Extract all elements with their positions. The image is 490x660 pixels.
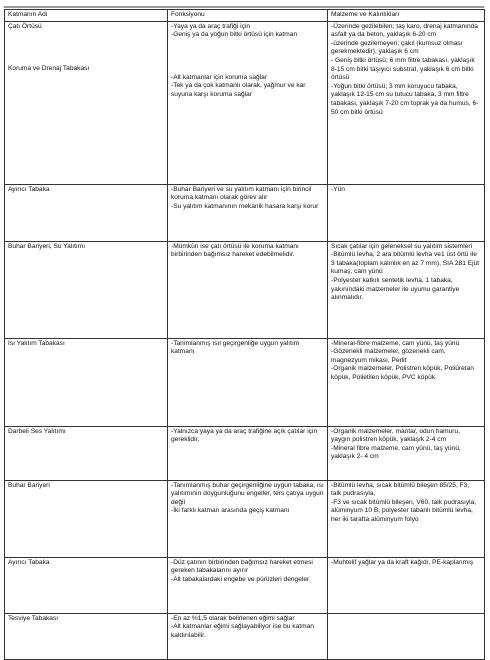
function-line: -Yalnızca yaya ya da araç trafiğine açık çatılar için gereklidir. [171,427,318,444]
function-cell [168,557,328,613]
materials-cell [328,21,485,184]
material-line: -Üzerinde gezilebilen; taş karo, drenaj katmanında asfalt ya da beton, yaklaşık 6-20 cm [331,22,478,39]
materials-cell [328,557,485,613]
function-line: -Su yalıtım katmanının mekanik hasara karşı korur [171,202,319,210]
layer-name-cell [5,480,168,557]
material-line: -Mineral fibre malzeme, cam yünü, taş yünü, yaklaşık 2- 4 cm [331,444,461,461]
function-line: -Geniş ya da yoğun bitki örtüsü için katman [171,31,298,39]
material-line: -Organik malzemeler, Polistren köpük, Poliüretan köpük, Polietilen köpük, PVC köpük [331,365,474,381]
function-line: -Mümkün ise çatı örtüsü ile koruma katmanı birbirinden bağımsız hareket edebilmelidir. [171,242,299,259]
table-row [5,557,485,613]
table-row [5,21,485,184]
function-line: -Alt tabakalardaki engebe ve pürüzleri dengeler [171,575,310,583]
layer-name-cell [5,613,168,659]
material-line: -F3 ve sıcak bitümlü bileşen, V60, talk pudrasıyla, alüminyum 10 B, polyester tabanlı bitümlü levha, her iki tarafta alüminyum folyo [331,498,477,523]
material-line: - Geniş bitki örtüsü; 6 mm filtre tabakası, yaklaşık 8-15 cm bitki taşıyıcı substrat, yaklaşık 6 cm bitki örtüsü [331,56,475,82]
function-cell [168,241,328,338]
material-line: Sıcak çatılar için geleneksel su yalıtım sistemleri [331,242,473,250]
table-row [5,480,485,557]
material-line: -Polyester katkılı sentetik levha, 1 tabaka, yakınındaki malzemeler ile uyumu garantiye alınmalıdır. [331,276,460,302]
materials-cell [328,426,485,480]
materials-cell [328,338,485,426]
function-line: -Buhar Bariyeri ve su yalıtım katmanı için birincil koruma katmanı olarak görev alır [171,185,312,202]
materials-cell [328,184,485,241]
table-row [5,184,485,241]
function-line: -Alt katmanlar için koruma sağlar [171,73,268,81]
table-row [5,426,485,480]
table-header-row [5,10,485,22]
function-line: -Alt katmanlar eğimi sağlayabiliyor ise bu katman kaldırılabilir. [171,623,314,639]
header-materials: Malzeme ve Kalınlıkları [328,10,485,22]
function-cell [168,184,328,241]
function-cell [168,480,328,557]
function-cell [168,338,328,426]
material-line: -Bitümlü levha, 2 ara bitümlü levha ve1 üst örtü ile 3 tabaka(toplam kalınlık en az 7 mm), SIA 281 Ejüt kumaş, cam yünü [331,251,480,276]
function-cell [168,21,328,184]
material-line: -Yün [331,185,345,193]
function-line: -İki farklı katman arasında geçiş katmanı [171,507,290,515]
material-line: -Bitümlü levha, sıcak bitümlü bileşen 85/25, F3, talk pudrasıyla, [331,481,470,498]
function-line: -Tanımlanmış ısıl geçirgenliğe uygun yalıtım katmanı [171,339,300,356]
layer-name: Çatı Örtüsü [8,22,42,30]
layer-name: Koruma ve Drenaj Tabakası [8,65,90,73]
layer-name-cell [5,557,168,613]
materials-cell [328,480,485,557]
layer-name-cell [5,21,168,184]
cell-gap [8,31,164,65]
layer-name: Ayırıcı Tabaka [8,185,50,193]
layers-table [4,9,485,660]
function-line: -Tek ya da çok katmanlı olarak, yağmur ve kar suyuna karşı koruma sağlar [171,82,306,98]
layer-name-cell [5,241,168,338]
layer-name: Isı Yalıtım Tabakası [8,339,65,347]
layer-name: Buhar Bariyeri [8,481,50,489]
function-line: -Düz çatının birbirinden bağımsız hareket etmesi gereken tabakalarını ayırır [171,558,313,575]
layer-name: Buhar Bariyeri, Su Yalıtımı [8,242,86,250]
material-line: -Organik malzemeler, mantar, odun hamuru, yaygın polistren köpük, yaklaşık 2-4 cm [331,427,461,444]
layer-name-cell [5,184,168,241]
function-line: -Tanımlanmış buhar geçirgenliğine uygun tabaka, ısı yalıtımının doygunluğunu engeller, ters çatıya uygun değil [171,481,324,506]
layer-name-cell [5,426,168,480]
material-line: -Mineral-fibre malzeme, cam yünü, taş yünü [331,339,460,347]
top-rule [4,3,484,8]
material-line: -Muhtelif yağlar ya da kraft kağıdı, PE-kaplanmış [331,558,474,566]
cell-gap [171,40,324,74]
function-cell [168,613,328,659]
function-cell [168,426,328,480]
function-line: -Yaya ya da araç trafiği için [171,22,251,30]
layer-name: Darbeli Ses Yalıtımı [8,427,66,435]
materials-cell [328,241,485,338]
header-layer-name: Katmanın Adı [5,10,168,22]
material-line: -Gözenekli malzemeler, gözenekli cam, magnezyum mikası, Perlit [331,348,446,364]
material-line: -Yoğun bitki örtüsü; 3 mm koruyucu tabaka, yaklaşık 12-15 cm su tutucu tabaka, 3 mm filtre tabakası, yaklaşık 7-20 cm toprak ya da humus, 6-50 cm bitki örtüsü [331,82,479,116]
function-line: -En az %1,5 olarak belirlenen eğimi sağlar [171,614,295,622]
header-function: Fonksiyonu [168,10,328,22]
table-row [5,613,485,659]
layer-name-cell [5,338,168,426]
table-row [5,338,485,426]
table-row [5,241,485,338]
layer-name: Ayırıcı Tabaka [8,558,50,566]
material-line: -üzerinde gezilemeyen; çakıl (kumsuz olması gerekmektedir), yaklaşık 6 cm [331,39,463,56]
materials-cell [328,613,485,659]
layer-name: Tesviye Tabakası [8,614,59,622]
